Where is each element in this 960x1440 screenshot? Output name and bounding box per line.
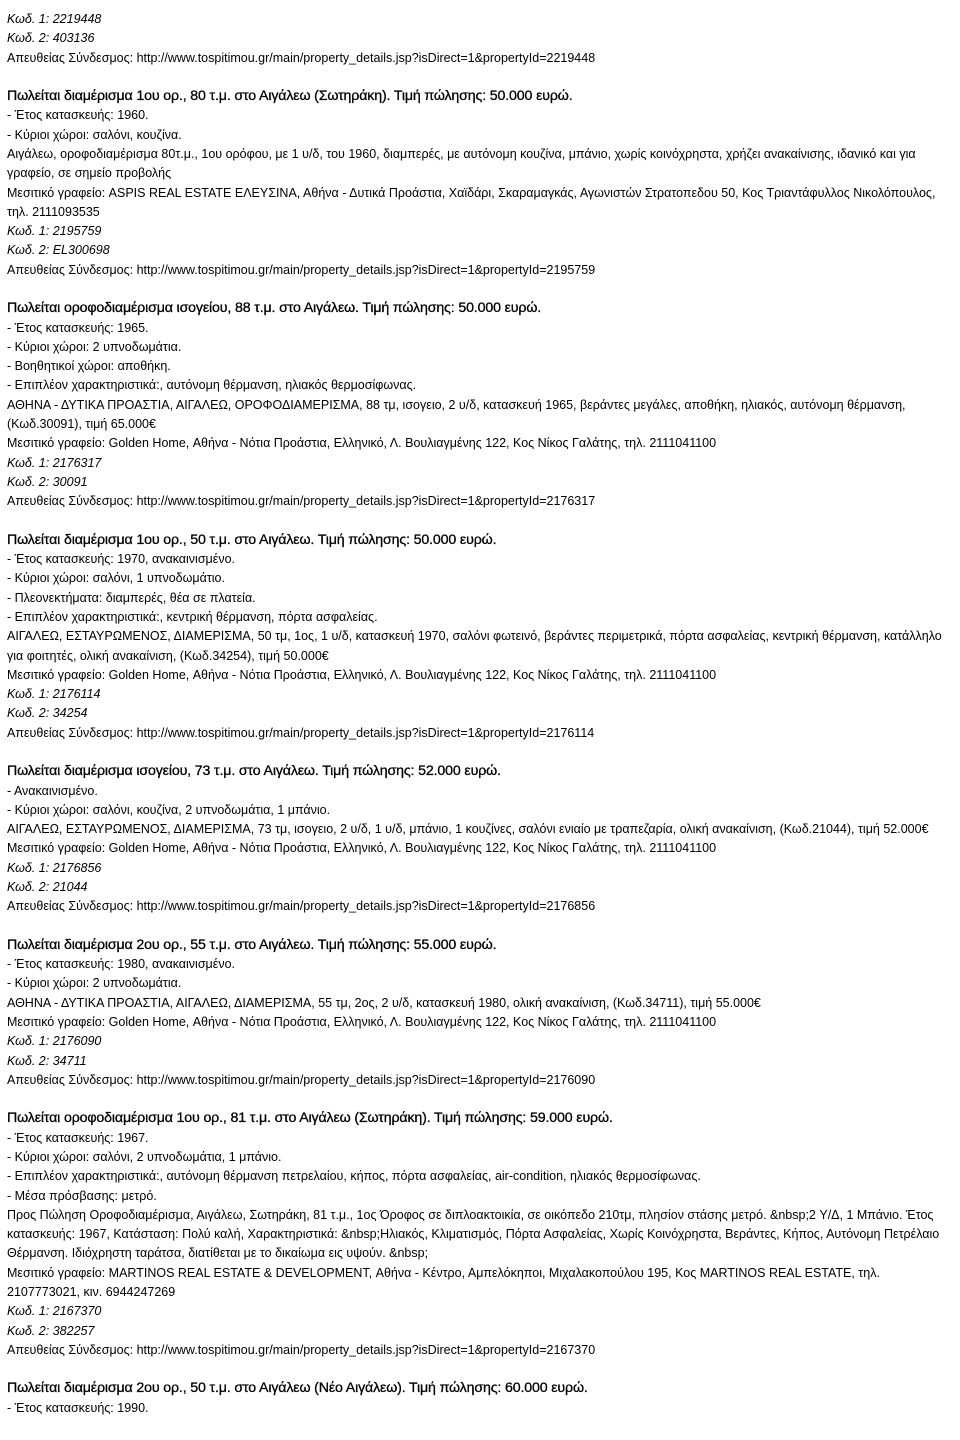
listing-description: ΑΘΗΝΑ - ΔΥΤΙΚΑ ΠΡΟΑΣΤΙΑ, ΑΙΓΑΛΕΩ, ΟΡΟΦΟΔΙΑΜΕΡΙΣΜΑ, 88 τμ, ισογειο, 2 υ/δ, κατασκευή 1965, βεράντες μεγάλες, αποθήκη, ηλιακός, αυτόνομη θέρμανση, (Κωδ.30091), τιμή 65.000€ bbox=[7, 397, 906, 432]
listing-line: - Κύριοι χώροι: 2 υπνοδωμάτια. bbox=[7, 339, 182, 354]
listing-line: - Πλεονεκτήματα: διαμπερές, θέα σε πλατεία. bbox=[7, 590, 256, 605]
listing-agency: Μεσιτικό γραφείο: Golden Home, Αθήνα - Νότια Προάστια, Ελληνικό, Λ. Βουλιαγμένης 122, Κος Νίκος Γαλάτης, τηλ. 2111041100 bbox=[7, 841, 717, 856]
direct-link[interactable]: Απευθείας Σύνδεσμος: http://www.tospitimou.gr/main/property_details.jsp?isDirect=1&propertyId=2167370 bbox=[7, 1342, 596, 1357]
direct-link[interactable]: Απευθείας Σύνδεσμος: http://www.tospitimou.gr/main/property_details.jsp?isDirect=1&propertyId=2176856 bbox=[7, 899, 596, 914]
listing-title: Πωλείται διαμέρισμα 2ου ορ., 55 τ.μ. στο Αιγάλεω. Τιμή πώλησης: 55.000 ευρώ. bbox=[7, 936, 497, 953]
listing-agency: Μεσιτικό γραφείο: MARTINOS REAL ESTATE & DEVELOPMENT, Αθήνα - Κέντρο, Αμπελόκηποι, Μιχαλακοπούλου 195, Κος MARTINOS REAL ESTATE, τηλ. 2107773021, κιν. 6944247269 bbox=[7, 1265, 880, 1300]
code1: Κωδ. 1: 2167370 bbox=[7, 1304, 102, 1319]
listing-line: - Κύριοι χώροι: σαλόνι, κουζίνα. bbox=[7, 127, 182, 142]
direct-link[interactable]: Απευθείας Σύνδεσμος: http://www.tospitimou.gr/main/property_details.jsp?isDirect=1&propertyId=2195759 bbox=[7, 262, 596, 277]
listing-line: - Έτος κατασκευής: 1960. bbox=[7, 108, 149, 123]
listing-title: Πωλείται διαμέρισμα 1ου ορ., 50 τ.μ. στο Αιγάλεω. Τιμή πώλησης: 50.000 ευρώ. bbox=[7, 531, 497, 548]
code1: Κωδ. 1: 2219448 bbox=[7, 12, 102, 26]
code2: Κωδ. 2: 34254 bbox=[7, 706, 88, 721]
listing-agency: Μεσιτικό γραφείο: Golden Home, Αθήνα - Νότια Προάστια, Ελληνικό, Λ. Βουλιαγμένης 122, Κος Νίκος Γαλάτης, τηλ. 2111041100 bbox=[7, 1014, 717, 1029]
code1: Κωδ. 1: 2176114 bbox=[7, 687, 101, 702]
listing-line: - Κύριοι χώροι: 2 υπνοδωμάτια. bbox=[7, 976, 182, 991]
listing-title: Πωλείται διαμέρισμα 1ου ορ., 80 τ.μ. στο Αιγάλεω (Σωτηράκη). Τιμή πώλησης: 50.000 ευρώ. bbox=[7, 87, 573, 104]
spacer bbox=[7, 1090, 954, 1109]
listing-line: - Επιπλέον χαρακτηριστικά:, κεντρική θέρμανση, πόρτα ασφαλείας. bbox=[7, 609, 378, 624]
listing-agency: Μεσιτικό γραφείο: Golden Home, Αθήνα - Νότια Προάστια, Ελληνικό, Λ. Βουλιαγμένης 122, Κος Νίκος Γαλάτης, τηλ. 2111041100 bbox=[7, 436, 717, 451]
listing-line: - Έτος κατασκευής: 1967. bbox=[7, 1130, 149, 1145]
spacer bbox=[7, 280, 954, 299]
spacer bbox=[7, 917, 954, 936]
spacer bbox=[7, 743, 954, 762]
direct-link[interactable]: Απευθείας Σύνδεσμος: http://www.tospitimou.gr/main/property_details.jsp?isDirect=1&propertyId=2219448 bbox=[7, 50, 596, 65]
direct-link[interactable]: Απευθείας Σύνδεσμος: http://www.tospitimou.gr/main/property_details.jsp?isDirect=1&propertyId=2176090 bbox=[7, 1072, 596, 1087]
code1: Κωδ. 1: 2176090 bbox=[7, 1034, 102, 1049]
code1: Κωδ. 1: 2176317 bbox=[7, 455, 102, 470]
listing-description: Προς Πώληση Οροφοδιαμέρισμα, Αιγάλεω, Σωτηράκη, 81 τ.μ., 1ος Όροφος σε διπλοακτοικία, σε οικόπεδο 210τμ, πλησίον στάσης μετρό. &nbsp;2 Υ/Δ, 1 Μπάνιο. Έτος κατασκευής: 1967, Κατάσταση: Πολύ καλή, Χαρακτηριστικά: &nbsp;Ηλιακός, Κλιματισμός, Πόρτα Ασφαλείας, Χωρίς Κοινόχρηστα, Βεράντες, Κήπος, Αυτόνομη Πετρέλαιο Θέρμανση. Ιδιόχρηστη ταράτσα, διατίθεται με το δικαίωμα εις υψούν. &nbsp; bbox=[7, 1207, 940, 1261]
listing-line: - Ανακαινισμένο. bbox=[7, 783, 98, 798]
listing-title: Πωλείται οροφοδιαμέρισμα 1ου ορ., 81 τ.μ. στο Αιγάλεω (Σωτηράκη). Τιμή πώλησης: 59.000 ευρώ. bbox=[7, 1110, 613, 1127]
code2: Κωδ. 2: 21044 bbox=[7, 879, 88, 894]
code2: Κωδ. 2: 34711 bbox=[7, 1053, 87, 1068]
listing-description: ΑΙΓΑΛΕΩ, ΕΣΤΑΥΡΩΜΕΝΟΣ, ΔΙΑΜΕΡΙΣΜΑ, 50 τμ, 1ος, 1 υ/δ, κατασκευή 1970, σαλόνι φωτεινό, βεράντες περιμετρικά, πόρτα ασφαλείας, κεντρική θέρμανση, κατάλληλο για φοιτητές, ολική ανακαίνιση, (Κωδ.34254), τιμή 50.000€ bbox=[7, 629, 942, 663]
listing-line: - Κύριοι χώροι: σαλόνι, 2 υπνοδωμάτια, 1 μπάνιο. bbox=[7, 1149, 282, 1164]
code2: Κωδ. 2: 403136 bbox=[7, 31, 95, 46]
code2: Κωδ. 2: EL300698 bbox=[7, 243, 110, 258]
listing-agency: Μεσιτικό γραφείο: ASPIS REAL ESTATE ΕΛΕΥΣΙΝΑ, Αθήνα - Δυτικά Προάστια, Χαϊδάρι, Σκαραμαγκάς, Αγωνιστών Στρατοπεδου 50, Κος Τριαντάφυλλος Νικολόπουλος, τηλ. 2111093535 bbox=[7, 185, 936, 219]
listing-line: - Μέσα πρόσβασης: μετρό. bbox=[7, 1188, 157, 1203]
spacer bbox=[7, 512, 954, 531]
code2: Κωδ. 2: 30091 bbox=[7, 474, 88, 489]
spacer bbox=[7, 68, 954, 87]
listing-6 bbox=[7, 1379, 954, 1418]
direct-link[interactable]: Απευθείας Σύνδεσμος: http://www.tospitimou.gr/main/property_details.jsp?isDirect=1&propertyId=2176114 bbox=[7, 725, 595, 740]
listing-line: - Κύριοι χώροι: σαλόνι, κουζίνα, 2 υπνοδωμάτια, 1 μπάνιο. bbox=[7, 802, 331, 817]
listing-title: Πωλείται διαμέρισμα ισογείου, 73 τ.μ. στο Αιγάλεω. Τιμή πώλησης: 52.000 ευρώ. bbox=[7, 763, 501, 779]
listing-4 bbox=[7, 936, 954, 1091]
spacer bbox=[7, 1360, 954, 1379]
listing-0 bbox=[7, 87, 954, 280]
listing-1 bbox=[7, 299, 954, 511]
listing-header bbox=[7, 10, 954, 68]
direct-link[interactable]: Απευθείας Σύνδεσμος: http://www.tospitimou.gr/main/property_details.jsp?isDirect=1&propertyId=2176317 bbox=[7, 494, 596, 509]
listing-description: ΑΙΓΑΛΕΩ, ΕΣΤΑΥΡΩΜΕΝΟΣ, ΔΙΑΜΕΡΙΣΜΑ, 73 τμ, ισογειο, 2 υ/δ, 1 υ/δ, μπάνιο, 1 κουζίνες, σαλόνι ενιαίο με τραπεζαρία, ολική ανακαίνιση, (Κωδ.21044), τιμή 52.000€ bbox=[7, 822, 929, 837]
listing-agency: Μεσιτικό γραφείο: Golden Home, Αθήνα - Νότια Προάστια, Ελληνικό, Λ. Βουλιαγμένης 122, Κος Νίκος Γαλάτης, τηλ. 2111041100 bbox=[7, 667, 717, 682]
listing-line: - Έτος κατασκευής: 1980, ανακαινισμένο. bbox=[7, 957, 236, 972]
listing-description: ΑΘΗΝΑ - ΔΥΤΙΚΑ ΠΡΟΑΣΤΙΑ, ΑΙΓΑΛΕΩ, ΔΙΑΜΕΡΙΣΜΑ, 55 τμ, 2ος, 2 υ/δ, κατασκευή 1980, ολική ανακαίνιση, (Κωδ.34711), τιμή 55.000€ bbox=[7, 995, 761, 1010]
listing-title: Πωλείται διαμέρισμα 2ου ορ., 50 τ.μ. στο Αιγάλεω (Νέο Αιγάλεω). Τιμή πώλησης: 60.000 ευρώ. bbox=[7, 1380, 588, 1397]
code1: Κωδ. 1: 2195759 bbox=[7, 224, 102, 239]
code2: Κωδ. 2: 382257 bbox=[7, 1323, 95, 1338]
listing-line: - Έτος κατασκευής: 1970, ανακαινισμένο. bbox=[7, 552, 236, 567]
listing-title: Πωλείται οροφοδιαμέρισμα ισογείου, 88 τ.μ. στο Αιγάλεω. Τιμή πώλησης: 50.000 ευρώ. bbox=[7, 300, 542, 317]
listing-line: - Επιπλέον χαρακτηριστικά:, αυτόνομη θέρμανση, ηλιακός θερμοσίφωνας. bbox=[7, 378, 417, 393]
listing-5 bbox=[7, 1109, 954, 1360]
listing-2 bbox=[7, 531, 954, 743]
listing-description: Αιγάλεω, οροφοδιαμέρισμα 80τ.μ., 1ου ορόφου, με 1 υ/δ, του 1960, διαμπερές, με αυτόνομη κουζίνα, μπάνιο, χωρίς κοινόχρηστα, χρήζει ανακαίνισης, ιδανικό και για γραφείο, σε σημείο προβολής bbox=[7, 146, 916, 181]
listing-3 bbox=[7, 762, 954, 917]
listing-line: - Κύριοι χώροι: σαλόνι, 1 υπνοδωμάτιο. bbox=[7, 571, 225, 586]
code1: Κωδ. 1: 2176856 bbox=[7, 860, 102, 875]
listing-line: - Έτος κατασκευής: 1965. bbox=[7, 320, 149, 335]
listing-line: - Έτος κατασκευής: 1990. bbox=[7, 1400, 149, 1415]
listing-line: - Βοηθητικοί χώροι: αποθήκη. bbox=[7, 359, 171, 374]
listing-line: - Επιπλέον χαρακτηριστικά:, αυτόνομη θέρμανση πετρελαίου, κήπος, πόρτα ασφαλείας, air-condition, ηλιακός θερμοσίφωνας. bbox=[7, 1169, 701, 1184]
